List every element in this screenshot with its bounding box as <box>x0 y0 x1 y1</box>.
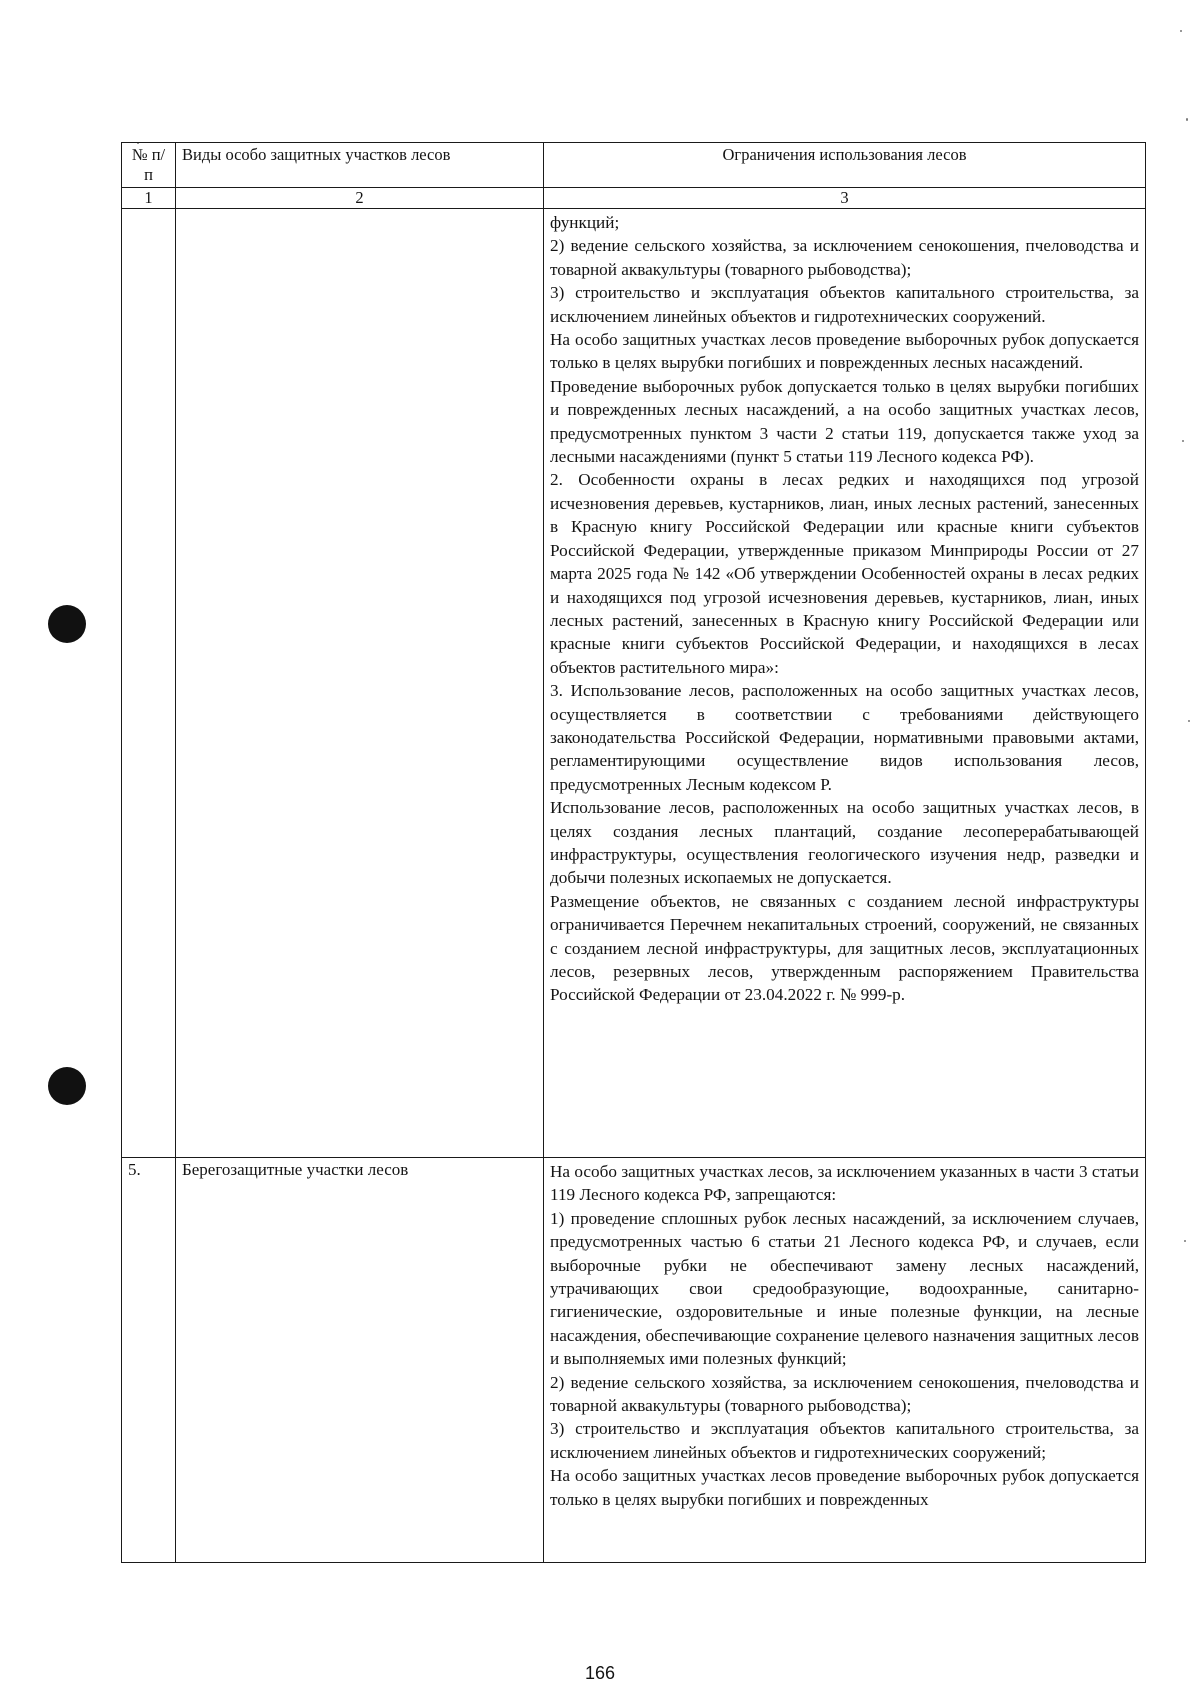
punch-hole-bottom <box>48 1067 86 1105</box>
table-row <box>122 209 1146 1158</box>
paragraph: 2) ведение сельского хозяйства, за исключением сенокошения, пчеловодства и товарной аквакультуры (товарного рыбоводства); <box>550 1372 1139 1416</box>
scan-speck <box>1186 118 1188 121</box>
scan-speck <box>1184 1240 1186 1242</box>
paragraph: функций; <box>550 213 620 232</box>
column-number-2: 2 <box>176 188 544 209</box>
header-restrictions: Ограничения использования лесов <box>544 143 1146 188</box>
paragraph: На особо защитных участках лесов проведение выборочных рубок допускается только в целях вырубки погибших и поврежденных <box>550 1466 1139 1509</box>
paragraph: На особо защитных участках лесов проведение выборочных рубок допускается только в целях вырубки погибших и поврежденных лесных насаждений. <box>550 330 1139 373</box>
column-number-3: 3 <box>544 188 1146 209</box>
row-restrictions <box>544 209 1146 1158</box>
paragraph: 2) ведение сельского хозяйства, за исключением сенокошения, пчеловодства и товарной аквакультуры (товарного рыбоводства); <box>550 236 1139 279</box>
scan-speck <box>1180 30 1182 32</box>
paragraph: Проведение выборочных рубок допускается только в целях вырубки погибших и поврежденных лесных насаждений, а на особо защитных участках лесов, предусмотренных пунктом 3 части 2 статьи 119, допускается также уход за лесными насаждениями (пункт 5 статьи 119 Лесного кодекса РФ). <box>550 376 1139 467</box>
column-number-1: 1 <box>122 188 176 209</box>
paragraph: Использование лесов, расположенных на особо защитных участках лесов, в целях создания лесных плантаций, создание лесоперерабатывающей инфраструктуры, осуществления геологического изучения недр, разведки и добычи полезных ископаемых не допускается. <box>550 798 1139 888</box>
punch-hole-top <box>48 605 86 643</box>
paragraph: 2. Особенности охраны в лесах редких и находящихся под угрозой исчезновения деревьев, кустарников, лиан, иных лесных растений, занесенных в Красную книгу Российской Федерации или красные книги субъектов Российской Федерации, утвержденные приказом Минприроды России от 27 марта 2025 года № 142 «Об утверждении Особенностей охраны в лесах редких и находящихся под угрозой исчезновения деревьев, кустарников, лиан, иных лесных растений, занесенных в Красную книгу Российской Федерации или красные книги субъектов Российской Федерации, и находящихся в лесах объектов растительного мира»: <box>550 470 1139 677</box>
restrictions-table <box>121 142 1146 1563</box>
row-kind: Берегозащитные участки лесов <box>176 1158 544 1563</box>
table-row <box>122 1158 1146 1563</box>
row-kind <box>176 209 544 1158</box>
paragraph: 3) строительство и эксплуатация объектов капитального строительства, за исключением линейных объектов и гидротехнических сооружений; <box>550 1419 1139 1462</box>
table-header-row <box>122 143 1146 188</box>
scan-speck <box>1188 720 1190 722</box>
paragraph: Размещение объектов, не связанных с созданием лесной инфраструктуры ограничивается Перечнем некапитальных строений, сооружений, не связанных с созданием лесной инфраструктуры, для защитных лесов, эксплуатационных лесов, резервных лесов, утвержденным распоряжением Правительства Российской Федерации от 23.04.2022 г. № 999-р. <box>550 891 1139 1005</box>
paragraph: 3. Использование лесов, расположенных на особо защитных участках лесов, осуществляется в соответствии с требованиями действующего законодательства Российской Федерации, нормативными правовыми актами, регламентирующими осуществление видов использования лесов, предусмотренных Лесным кодексом Р. <box>550 681 1139 794</box>
column-numbers-row <box>122 188 1146 209</box>
scan-speck <box>1182 440 1184 442</box>
paragraph: 3) строительство и эксплуатация объектов капитального строительства, за исключением линейных объектов и гидротехнических сооружений. <box>550 283 1139 326</box>
paragraph: 1) проведение сплошных рубок лесных насаждений, за исключением случаев, предусмотренных частью 6 статьи 21 Лесного кодекса РФ, и случаев, если выборочные рубки не обеспечивают замену лесных насаждений, утрачивающих свои средообразующие, водоохранные, санитарно-гигиенические, оздоровительные и иные полезные функции, на лесные насаждения, обеспечивающие сохранение целевого назначения защитных лесов и выполняемых ими полезных функций; <box>550 1208 1139 1369</box>
row-number <box>122 209 176 1158</box>
row-restrictions <box>544 1158 1146 1563</box>
header-number: № п/п <box>122 143 176 188</box>
page-number: 166 <box>584 1663 616 1683</box>
paragraph: На особо защитных участках лесов, за исключением указанных в части 3 статьи 119 Лесного кодекса РФ, запрещаются: <box>550 1162 1139 1205</box>
row-number: 5. <box>122 1158 176 1563</box>
header-kind: Виды особо защитных участков лесов <box>176 143 544 188</box>
